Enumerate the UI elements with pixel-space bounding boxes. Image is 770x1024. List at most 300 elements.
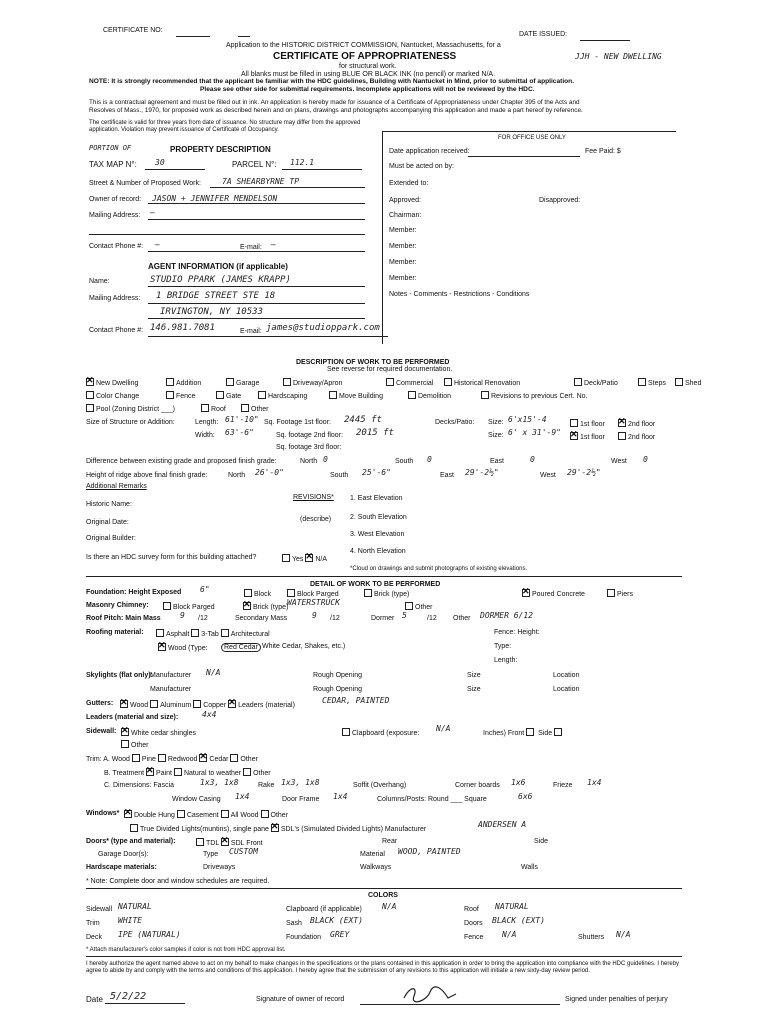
- certificate-number-label: CERTIFICATE NO:: [103, 27, 163, 34]
- structural-text: for structural work.: [339, 63, 397, 70]
- colors-divider: [86, 888, 682, 889]
- tax-map-line: [145, 169, 205, 170]
- block-parged-label: Block Parged: [297, 591, 339, 598]
- color-sash: BLACK (EXT): [310, 916, 363, 925]
- masonry-brick: ✕ Brick (type): [243, 602, 288, 611]
- cedar-shingles-checkbox[interactable]: [121, 728, 129, 736]
- trim-other-checkbox[interactable]: [230, 754, 238, 762]
- original-builder: Original Builder:: [86, 535, 136, 542]
- dormer-other-value: DORMER 6/12: [480, 611, 533, 620]
- tdl-checkbox[interactable]: [196, 838, 204, 846]
- dormer-unit: /12: [427, 615, 437, 622]
- leaders-size: 4x4: [202, 710, 217, 719]
- office-row-8: Member:: [389, 275, 417, 282]
- door-frame-label: Door Frame: [282, 796, 320, 803]
- contact-label: Contact Phone #:: [89, 243, 144, 250]
- other-label: Other: [251, 406, 269, 413]
- clapboard-checkbox[interactable]: [342, 728, 350, 736]
- door-frame-value: 1x4: [333, 792, 348, 801]
- cloud-note: *Cloud on drawings and submit photographs of existing elevations.: [350, 566, 528, 572]
- decks-size-2: 6' x 31'-9": [508, 428, 561, 437]
- fascia-value: 1x3, 1x8: [200, 778, 239, 787]
- garage-doors-label: Garage Door(s):: [98, 851, 149, 858]
- ridge-south: 25'-6": [362, 468, 391, 477]
- color-shutters: N/A: [616, 930, 631, 939]
- block-label: Block: [254, 591, 272, 598]
- skylight-manufacturer-2: Manufacturer: [150, 686, 192, 693]
- parcel-line: [282, 169, 362, 170]
- gutters-aluminum-checkbox[interactable]: [150, 700, 158, 708]
- color-roof-label: Roof: [464, 906, 479, 913]
- paint-checkbox[interactable]: [146, 768, 154, 776]
- door-sdl-checkbox[interactable]: [221, 838, 229, 846]
- sqft3-label: Sq. footage 3rd floor:: [276, 444, 342, 451]
- dormer-other-label: Other: [453, 615, 471, 622]
- inches-front: Inches) Front Side: [483, 728, 564, 737]
- sidewall-other-checkbox[interactable]: [121, 740, 129, 748]
- mailing-label: Mailing Address:: [89, 212, 141, 219]
- survey-na-checkbox[interactable]: [305, 554, 313, 562]
- ridge-south-label: South: [330, 472, 349, 479]
- demolition-label: Demolition: [418, 393, 452, 400]
- color-deck-label: Deck: [86, 934, 102, 941]
- sidewall-na: N/A: [436, 724, 451, 733]
- gutters-copper-checkbox[interactable]: [193, 700, 201, 708]
- revision-4: 4. North Elevation: [350, 548, 406, 555]
- size-label: Size of Structure or Addition:: [86, 419, 175, 426]
- south-value: 0: [427, 455, 432, 464]
- piers-checkbox[interactable]: [607, 589, 615, 597]
- color-shutters-label: Shutters: [578, 934, 605, 941]
- trim-wood: Trim: A. Wood Pine Redwood ✕Cedar Other: [86, 754, 258, 763]
- revision-1: 1. East Elevation: [350, 495, 403, 502]
- decks-size-label: Size:: [488, 419, 504, 426]
- treatment-other-checkbox[interactable]: [243, 768, 251, 776]
- addition-label: Addition: [176, 380, 202, 387]
- piers-label: Piers: [617, 591, 633, 598]
- office-box-left: [382, 131, 383, 344]
- side-label: Side: [534, 838, 549, 845]
- floor2-checkbox[interactable]: [618, 419, 626, 427]
- garage-type-label: Type: [203, 851, 219, 858]
- footer-divider: [86, 956, 682, 957]
- agent-phone-label: Contact Phone #:: [89, 327, 144, 334]
- signature-label: Signature of owner of record: [256, 996, 345, 1003]
- office-row-0: Date application received:: [389, 148, 470, 155]
- contract-text-2: Resolves of Mass., 1970, for proposed work as described herein and on plans, drawings and photographs accompanying this application and made a part hereof by reference.: [89, 107, 583, 114]
- roof-label: Roof: [211, 406, 226, 413]
- agent-mailing-label: Mailing Address:: [89, 295, 141, 302]
- brick-label: Brick (type): [374, 591, 410, 598]
- poured-concrete-checkbox[interactable]: [522, 589, 530, 597]
- agent-name-label: Name:: [89, 278, 110, 285]
- floor2-option-b: [618, 432, 655, 441]
- walkways-label: Walkways: [360, 864, 392, 871]
- leaders-size-label: Leaders (material and size):: [86, 714, 179, 721]
- agent-phone-value: 146.981.7081: [150, 323, 216, 333]
- contact-value: —: [155, 240, 160, 249]
- new-dwelling-label: New Dwelling: [96, 380, 139, 387]
- garage-checkbox[interactable]: [226, 378, 234, 386]
- date-label: Date: [86, 995, 103, 1004]
- natural-checkbox[interactable]: [174, 768, 182, 776]
- columns-label: Columns/Posts: Round ___ Square: [377, 796, 487, 803]
- gate-label: Gate: [226, 393, 242, 400]
- signature-mark: [400, 984, 460, 1006]
- driveway-checkbox[interactable]: [283, 378, 291, 386]
- garage-label: Garage: [236, 380, 260, 387]
- ridge-north-label: North: [228, 472, 246, 479]
- color-clapboard: N/A: [382, 902, 397, 911]
- corner-label: Corner boards: [455, 782, 500, 789]
- driveway-label: Driveway/Apron: [293, 380, 343, 387]
- true-divided-checkbox[interactable]: [130, 824, 138, 832]
- move-building-checkbox[interactable]: [329, 391, 337, 399]
- other-checkbox[interactable]: [241, 404, 249, 412]
- frieze-value: 1x4: [587, 778, 602, 787]
- color-foundation: GREY: [330, 930, 350, 939]
- page-title: CERTIFICATE OF APPROPRIATENESS: [273, 51, 457, 62]
- revision-3: 3. West Elevation: [350, 531, 405, 538]
- color-fence-label: Fence: [464, 934, 484, 941]
- ridge-west: 29'-2½": [567, 468, 601, 477]
- cedar-checkbox[interactable]: [199, 754, 207, 762]
- dormer-value: 5: [402, 611, 407, 620]
- office-row-9: Notes - Comments - Restrictions - Conditions: [389, 291, 530, 298]
- mailing-value: —: [150, 208, 155, 217]
- foundation-height: 6": [200, 585, 210, 594]
- fence-checkbox[interactable]: [166, 391, 174, 399]
- agent-mailing-line: [148, 303, 365, 304]
- detail-title: DETAIL OF WORK TO BE PERFORMED: [310, 581, 441, 588]
- hardscaping-checkbox[interactable]: [258, 391, 266, 399]
- parcel-value: 112.1: [290, 158, 315, 167]
- divided-lights: True Divided Lights(muntins), single pane ✕SDL's (Simulated Divided Lights) Manufacturer: [130, 824, 426, 833]
- ridge-label: Height of ridge above final finish grade:: [86, 472, 208, 479]
- commercial-checkbox[interactable]: [386, 378, 394, 386]
- office-row-3: Approved:: [389, 197, 421, 204]
- disapproved: Disapproved:: [539, 197, 581, 204]
- foundation-brick: [364, 589, 409, 598]
- floor1-option: [570, 419, 605, 428]
- pool-checkbox[interactable]: [86, 404, 94, 412]
- gutters-options: ✕ Wood Aluminum Copper ✕Leaders (material): [120, 700, 295, 709]
- frieze-label: Frieze: [553, 782, 573, 789]
- colors-title: COLORS: [368, 892, 398, 899]
- ridge-east: 29'-2½": [465, 468, 499, 477]
- dormer-label: Dormer: [371, 615, 395, 622]
- block-parged-checkbox[interactable]: [287, 589, 295, 597]
- agent-name-line: [148, 286, 365, 287]
- floor1-label: 1st floor: [580, 421, 605, 428]
- agent-mailing-value: 1 BRIDGE STREET STE 18: [156, 291, 276, 301]
- driveways-label: Driveways: [203, 864, 236, 871]
- width-value: 63'-6": [225, 428, 254, 437]
- historic-name: Historic Name:: [86, 501, 132, 508]
- agent-phone-line: [148, 336, 388, 337]
- floor2-option: [618, 419, 655, 428]
- note-text-2: Please see other side for submittal requirements. Incomplete applications will not be reviewed by the HDC.: [200, 86, 535, 93]
- roof-type-rest: White Cedar, Shakes, etc.): [262, 643, 346, 650]
- masonry-other: Other: [405, 602, 433, 611]
- fence-length-label: Length:: [494, 657, 518, 664]
- contact-line: [148, 251, 365, 252]
- skylight-location: Location: [553, 672, 580, 679]
- rake-label: Rake: [258, 782, 275, 789]
- masonry-brick-checkbox[interactable]: [243, 602, 251, 610]
- tax-map-value: 30: [155, 158, 165, 167]
- sqft2-value: 2015 ft: [356, 428, 394, 438]
- attach-note: * Attach manufacturer's color samples if color is not from HDC approval list.: [86, 947, 286, 953]
- wood-roof-checkbox[interactable]: [158, 643, 166, 651]
- revisions-label: Revisions to previous Cert. No.: [491, 393, 588, 400]
- date-issued-label: DATE ISSUED:: [519, 31, 568, 38]
- addition-checkbox[interactable]: [166, 378, 174, 386]
- revisions-title: REVISIONS*: [293, 494, 334, 501]
- description-subtitle: See reverse for required documentation.: [327, 366, 453, 373]
- skylight-size-2: Size: [467, 686, 481, 693]
- street-value: 7A SHEARBYRNE TP: [222, 177, 300, 186]
- masonry-type: WATERSTRUCK: [287, 598, 340, 607]
- owner-value: JASON + JENNIFER MENDELSON: [152, 194, 278, 203]
- width-label: Width:: [195, 432, 215, 439]
- steps-checkbox[interactable]: [638, 378, 646, 386]
- sidewall-options: ✕ White cedar shingles: [121, 728, 196, 737]
- street-label: Street & Number of Proposed Work:: [89, 180, 201, 187]
- main-mass-unit: /12: [198, 615, 208, 622]
- rake-value: 1x3, 1x8: [281, 778, 320, 787]
- office-title: FOR OFFICE USE ONLY: [498, 135, 566, 141]
- diff-label: Difference between existing grade and proposed finish grade:: [86, 458, 277, 465]
- roofing-options: Asphalt 3-Tab Architectural: [156, 629, 270, 638]
- sqft1-value: 2445 ft: [344, 415, 382, 425]
- north-value: 0: [323, 455, 328, 464]
- color-sash-label: Sash: [286, 920, 302, 927]
- architectural-checkbox[interactable]: [221, 629, 229, 637]
- post-square-value: 6x6: [518, 792, 533, 801]
- soffit-label: Soffit (Overhang): [353, 782, 407, 789]
- agent-email-value: james@studioppark.com: [266, 323, 380, 333]
- color-sidewall: NATURAL: [118, 902, 152, 911]
- deck-patio-checkbox[interactable]: [574, 378, 582, 386]
- portion-of: PORTION OF: [89, 144, 132, 152]
- tax-map-label: TAX MAP N°:: [89, 160, 137, 169]
- floor1b-checkbox[interactable]: [570, 432, 578, 440]
- redwood-checkbox[interactable]: [158, 754, 166, 762]
- hardscape-label: Hardscape materials:: [86, 864, 157, 871]
- main-mass-value: 9: [180, 611, 185, 620]
- all-wood-checkbox[interactable]: [221, 810, 229, 818]
- date-value: 5/2/22: [110, 991, 147, 1002]
- foundation-label: Foundation: Height Exposed: [86, 589, 182, 596]
- revision-2: 2. South Elevation: [350, 514, 407, 521]
- roof-pitch-label: Roof Pitch: Main Mass: [86, 615, 161, 622]
- signed-under: Signed under penalties of perjury: [565, 996, 668, 1003]
- leaders-checkbox[interactable]: [228, 700, 236, 708]
- steps-label: Steps: [648, 380, 666, 387]
- length-value: 61'-10": [225, 415, 259, 424]
- owner-label: Owner of record:: [89, 196, 142, 203]
- roofing-label: Roofing material:: [86, 629, 144, 636]
- side-checkbox[interactable]: [554, 728, 562, 736]
- leaders-type: CEDAR, PAINTED: [322, 696, 390, 705]
- survey-question: Is there an HDC survey form for this building attached?: [86, 554, 257, 561]
- survey-yes-checkbox[interactable]: [282, 554, 290, 562]
- foundation-block-parged: [287, 589, 339, 598]
- office-row-5: Member:: [389, 227, 417, 234]
- masonry-other-checkbox[interactable]: [405, 602, 413, 610]
- roof-checkbox[interactable]: [201, 404, 209, 412]
- sidewall-label: Sidewall:: [86, 728, 117, 735]
- floor2-label: 2nd floor: [628, 421, 656, 428]
- roof-type: Red Cedar: [221, 643, 261, 652]
- email-label: E-mail:: [240, 244, 262, 251]
- color-sidewall-label: Sidewall: [86, 906, 113, 913]
- foundation-piers: [607, 589, 633, 598]
- shed-checkbox[interactable]: [675, 378, 683, 386]
- window-other-checkbox[interactable]: [261, 810, 269, 818]
- office-row-4: Chairman:: [389, 212, 422, 219]
- rough-opening-2: Rough Opening: [313, 686, 363, 693]
- mailing-line-2: [89, 234, 365, 235]
- agent-name-value: STUDIO PPARK (JAMES KRAPP): [150, 275, 291, 285]
- secondary-mass-unit: /12: [330, 615, 340, 622]
- sdl-checkbox[interactable]: [271, 824, 279, 832]
- secondary-mass-value: 9: [312, 611, 317, 620]
- color-trim: WHITE: [118, 916, 143, 925]
- double-hung-checkbox[interactable]: [124, 810, 132, 818]
- revisions-checkbox[interactable]: [481, 391, 489, 399]
- authorization-text: I hereby authorize the agent named above to act on my behalf to make changes in the specifications or the plans contained in this application in order to bring the application into compliance with the HDC guidelines. I hereby agree to abide by and comply with the terms and conditions of this application. I hereby agree that the submission of any revisions to this application will initiate a new sixty-day review period.: [86, 961, 680, 974]
- application-to: Application to the HISTORIC DISTRICT COMMISSION, Nantucket, Massachusetts, for a: [226, 42, 501, 49]
- garage-material: WOOD, PAINTED: [398, 847, 461, 856]
- masonry-block-checkbox[interactable]: [163, 602, 171, 610]
- brick-checkbox[interactable]: [364, 589, 372, 597]
- floor2b-checkbox[interactable]: [618, 432, 626, 440]
- west-label: West: [611, 458, 627, 465]
- trim-dimensions: C. Dimensions: Fascia: [104, 782, 175, 789]
- gutters-wood-checkbox[interactable]: [120, 700, 128, 708]
- east-label: East: [490, 458, 505, 465]
- shed-label: Shed: [685, 380, 702, 387]
- color-clapboard-label: Clapboard (if applicable): [286, 906, 362, 913]
- color-change-label: Color Change: [96, 393, 140, 400]
- floor1b-label: 1st floor: [580, 434, 605, 441]
- new-dwelling-checkbox[interactable]: [86, 378, 94, 386]
- cert-no-line: [176, 36, 210, 37]
- fence-type-label: Type:: [494, 643, 512, 650]
- commercial-label: Commercial: [396, 380, 434, 387]
- casement-checkbox[interactable]: [177, 810, 185, 818]
- mailing-line: [148, 219, 365, 220]
- historical-renovation-label: Historical Renovation: [454, 380, 521, 387]
- survey-options: Yes ✕N/A: [282, 554, 327, 563]
- agent-mailing-line-2: [148, 318, 365, 319]
- floor1-checkbox[interactable]: [570, 419, 578, 427]
- decks-label: Decks/Patio:: [435, 419, 475, 426]
- garage-material-label: Material: [360, 851, 385, 858]
- office-row-2: Extended to:: [389, 180, 429, 187]
- front-checkbox[interactable]: [526, 728, 534, 736]
- ridge-east-label: East: [440, 472, 455, 479]
- decks-size-label-2: Size:: [488, 432, 504, 439]
- skylights-label: Skylights (flat only):: [86, 672, 153, 679]
- corner-value: 1x6: [511, 778, 526, 787]
- move-building-label: Move Building: [339, 393, 383, 400]
- original-date: Original Date:: [86, 519, 129, 526]
- block-checkbox[interactable]: [244, 589, 252, 597]
- windows-label: Windows*: [86, 810, 120, 817]
- office-row-1: Must be acted on by:: [389, 163, 454, 170]
- ridge-west-label: West: [540, 472, 556, 479]
- window-manufacturer: ANDERSEN A: [478, 820, 527, 829]
- agent-email-label: E-mail:: [240, 328, 262, 335]
- demolition-checkbox[interactable]: [408, 391, 416, 399]
- blank-line: [238, 36, 250, 37]
- doors-label: Doors* (type and material):: [86, 838, 176, 845]
- sidewall-other: Other: [121, 740, 149, 749]
- color-foundation-label: Foundation: [286, 934, 322, 941]
- street-line: [210, 187, 365, 188]
- fee-paid: Fee Paid: $: [585, 148, 621, 155]
- skylight-location-2: Location: [553, 686, 580, 693]
- skylight-value: N/A: [206, 668, 221, 677]
- note-text: NOTE: It is strongly recommended that the applicant be familiar with the HDC guidelines, Building with Nantucket in Mind, prior to submittal of application.: [89, 78, 575, 85]
- skylight-size: Size: [467, 672, 481, 679]
- pine-checkbox[interactable]: [132, 754, 140, 762]
- agent-section-title: AGENT INFORMATION (if applicable): [148, 262, 288, 271]
- door-options: TDL ✕SDL Front: [196, 838, 263, 847]
- blanks-text: All blanks must be filled in using BLUE OR BLACK INK (no pencil) or marked N/A.: [241, 71, 496, 78]
- skylight-manufacturer: Manufacturer: [150, 672, 192, 679]
- office-box-top: [382, 131, 676, 132]
- 3tab-checkbox[interactable]: [191, 629, 199, 637]
- length-label: Length:: [195, 419, 219, 426]
- historical-renovation-checkbox[interactable]: [444, 378, 452, 386]
- secondary-mass-label: Secondary Mass: [235, 615, 288, 622]
- color-doors: BLACK (EXT): [492, 916, 545, 925]
- handwritten-title: JJH - NEW DWELLING: [575, 52, 662, 61]
- garage-type: CUSTOM: [229, 847, 258, 856]
- office-line: [468, 156, 580, 157]
- color-trim-label: Trim: [86, 920, 100, 927]
- contract-text: This is a contractual agreement and must be filled out in ink. An application is hereby made for issuance of a Certificate of Appropriateness under Chapter 395 of the Acts and: [89, 99, 580, 106]
- rear-label: Rear: [382, 838, 398, 845]
- color-change-checkbox[interactable]: [86, 391, 94, 399]
- masonry-block: Block Parged: [163, 602, 215, 611]
- asphalt-checkbox[interactable]: [156, 629, 164, 637]
- deck-patio-label: Deck/Patio: [584, 380, 618, 387]
- signature-line: [360, 1004, 560, 1005]
- gate-checkbox[interactable]: [216, 391, 224, 399]
- decks-size-1: 6'x15'-4: [508, 415, 547, 424]
- foundation-block: [244, 589, 271, 598]
- masonry-label: Masonry Chimney:: [86, 602, 149, 609]
- window-options: ✕ Double Hung Casement All Wood Other: [124, 810, 288, 819]
- section-divider: [86, 576, 682, 577]
- color-deck: IPE (NATURAL): [118, 930, 181, 939]
- parcel-label: PARCEL N°:: [232, 160, 277, 169]
- poured-concrete-label: Poured Concrete: [532, 591, 585, 598]
- sqft2-label: Sq. footage 2nd floor:: [276, 432, 343, 439]
- agent-mailing-value-2: IRVINGTON, NY 10533: [160, 307, 263, 317]
- hardscaping-label: Hardscaping: [268, 393, 308, 400]
- fence-label: Fence: [176, 393, 196, 400]
- north-label: North: [300, 458, 318, 465]
- color-roof: NATURAL: [495, 902, 529, 911]
- pool-label: Pool (Zoning District ___): [96, 406, 175, 413]
- detail-note: * Note: Complete door and window schedules are required.: [86, 878, 270, 885]
